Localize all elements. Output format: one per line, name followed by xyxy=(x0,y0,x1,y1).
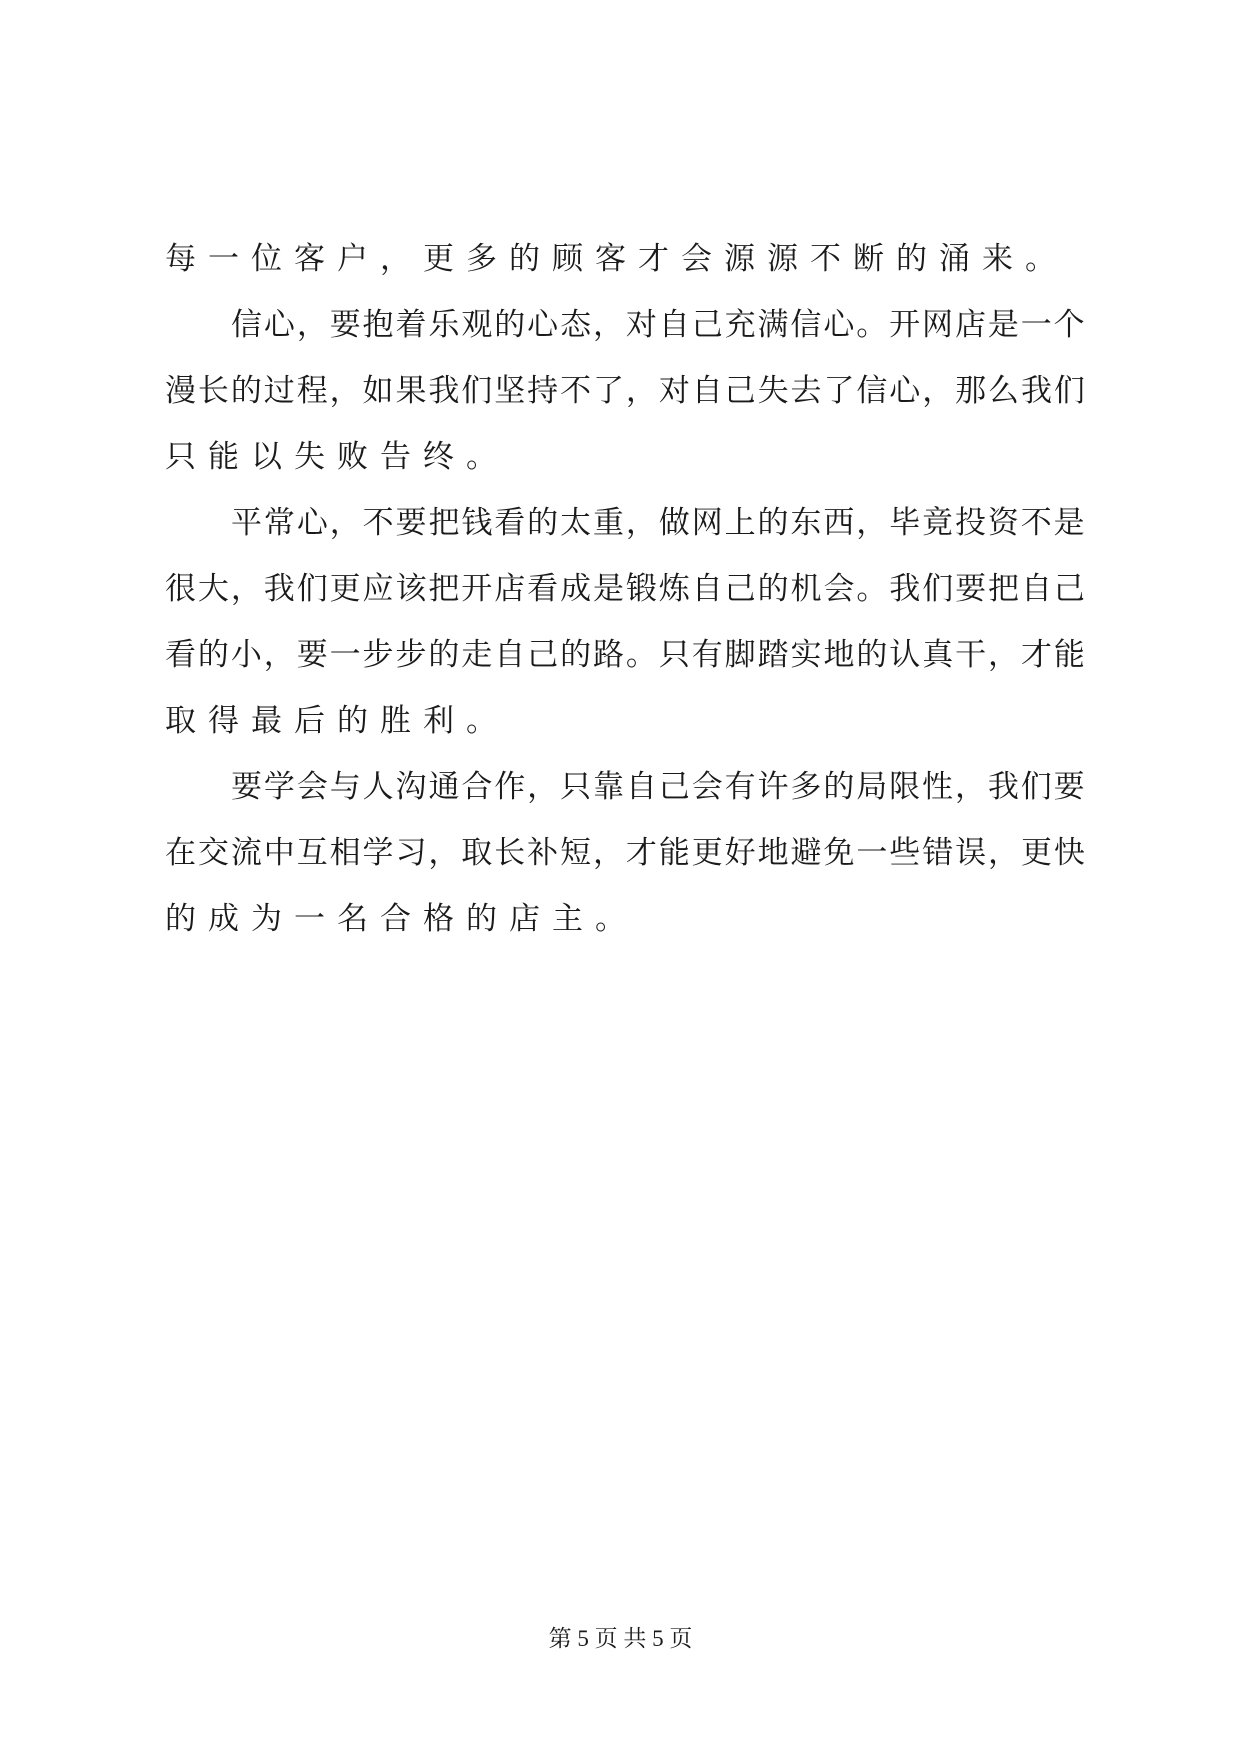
text-line: 的成为一名合格的店主。 xyxy=(165,901,638,937)
text-line: 很 大 ， 我 们 更 应 该 把 开 店 看 成 是 锻 炼 自 己 的 机 会 。 我 们 要 把 自 己 xyxy=(165,571,1085,607)
text-line: 取得最后的胜利。 xyxy=(165,703,509,739)
text-line: 在 交 流 中 互 相 学 习 ， 取 长 补 短 ， 才 能 更 好 地 避 免 一 些 错 误 ， 更 快 xyxy=(165,835,1085,871)
text-line: 要 学 会 与 人 沟 通 合 作 ， 只 靠 自 己 会 有 许 多 的 局 限 性 ， 我 们 要 xyxy=(231,769,1085,805)
text-line: 漫 长 的 过 程 ， 如 果 我 们 坚 持 不 了 ， 对 自 己 失 去 了 信 心 ， 那 么 我 们 xyxy=(165,373,1085,409)
text-line: 看 的 小 ， 要 一 步 步 的 走 自 己 的 路 。 只 有 脚 踏 实 地 的 认 真 干 ， 才 能 xyxy=(165,637,1085,673)
text-line: 每一位客户，更多的顾客才会源源不断的涌来。 xyxy=(165,241,1068,277)
document-body xyxy=(165,226,1085,952)
page-number-footer: 第 5 页 共 5 页 xyxy=(548,1626,693,1651)
text-line: 平 常 心 ， 不 要 把 钱 看 的 太 重 ， 做 网 上 的 东 西 ， 毕 竟 投 资 不 是 xyxy=(231,505,1085,541)
text-line: 只能以失败告终。 xyxy=(165,439,509,475)
text-line: 信 心 ， 要 抱 着 乐 观 的 心 态 ， 对 自 己 充 满 信 心 。 开 网 店 是 一 个 xyxy=(231,307,1085,343)
